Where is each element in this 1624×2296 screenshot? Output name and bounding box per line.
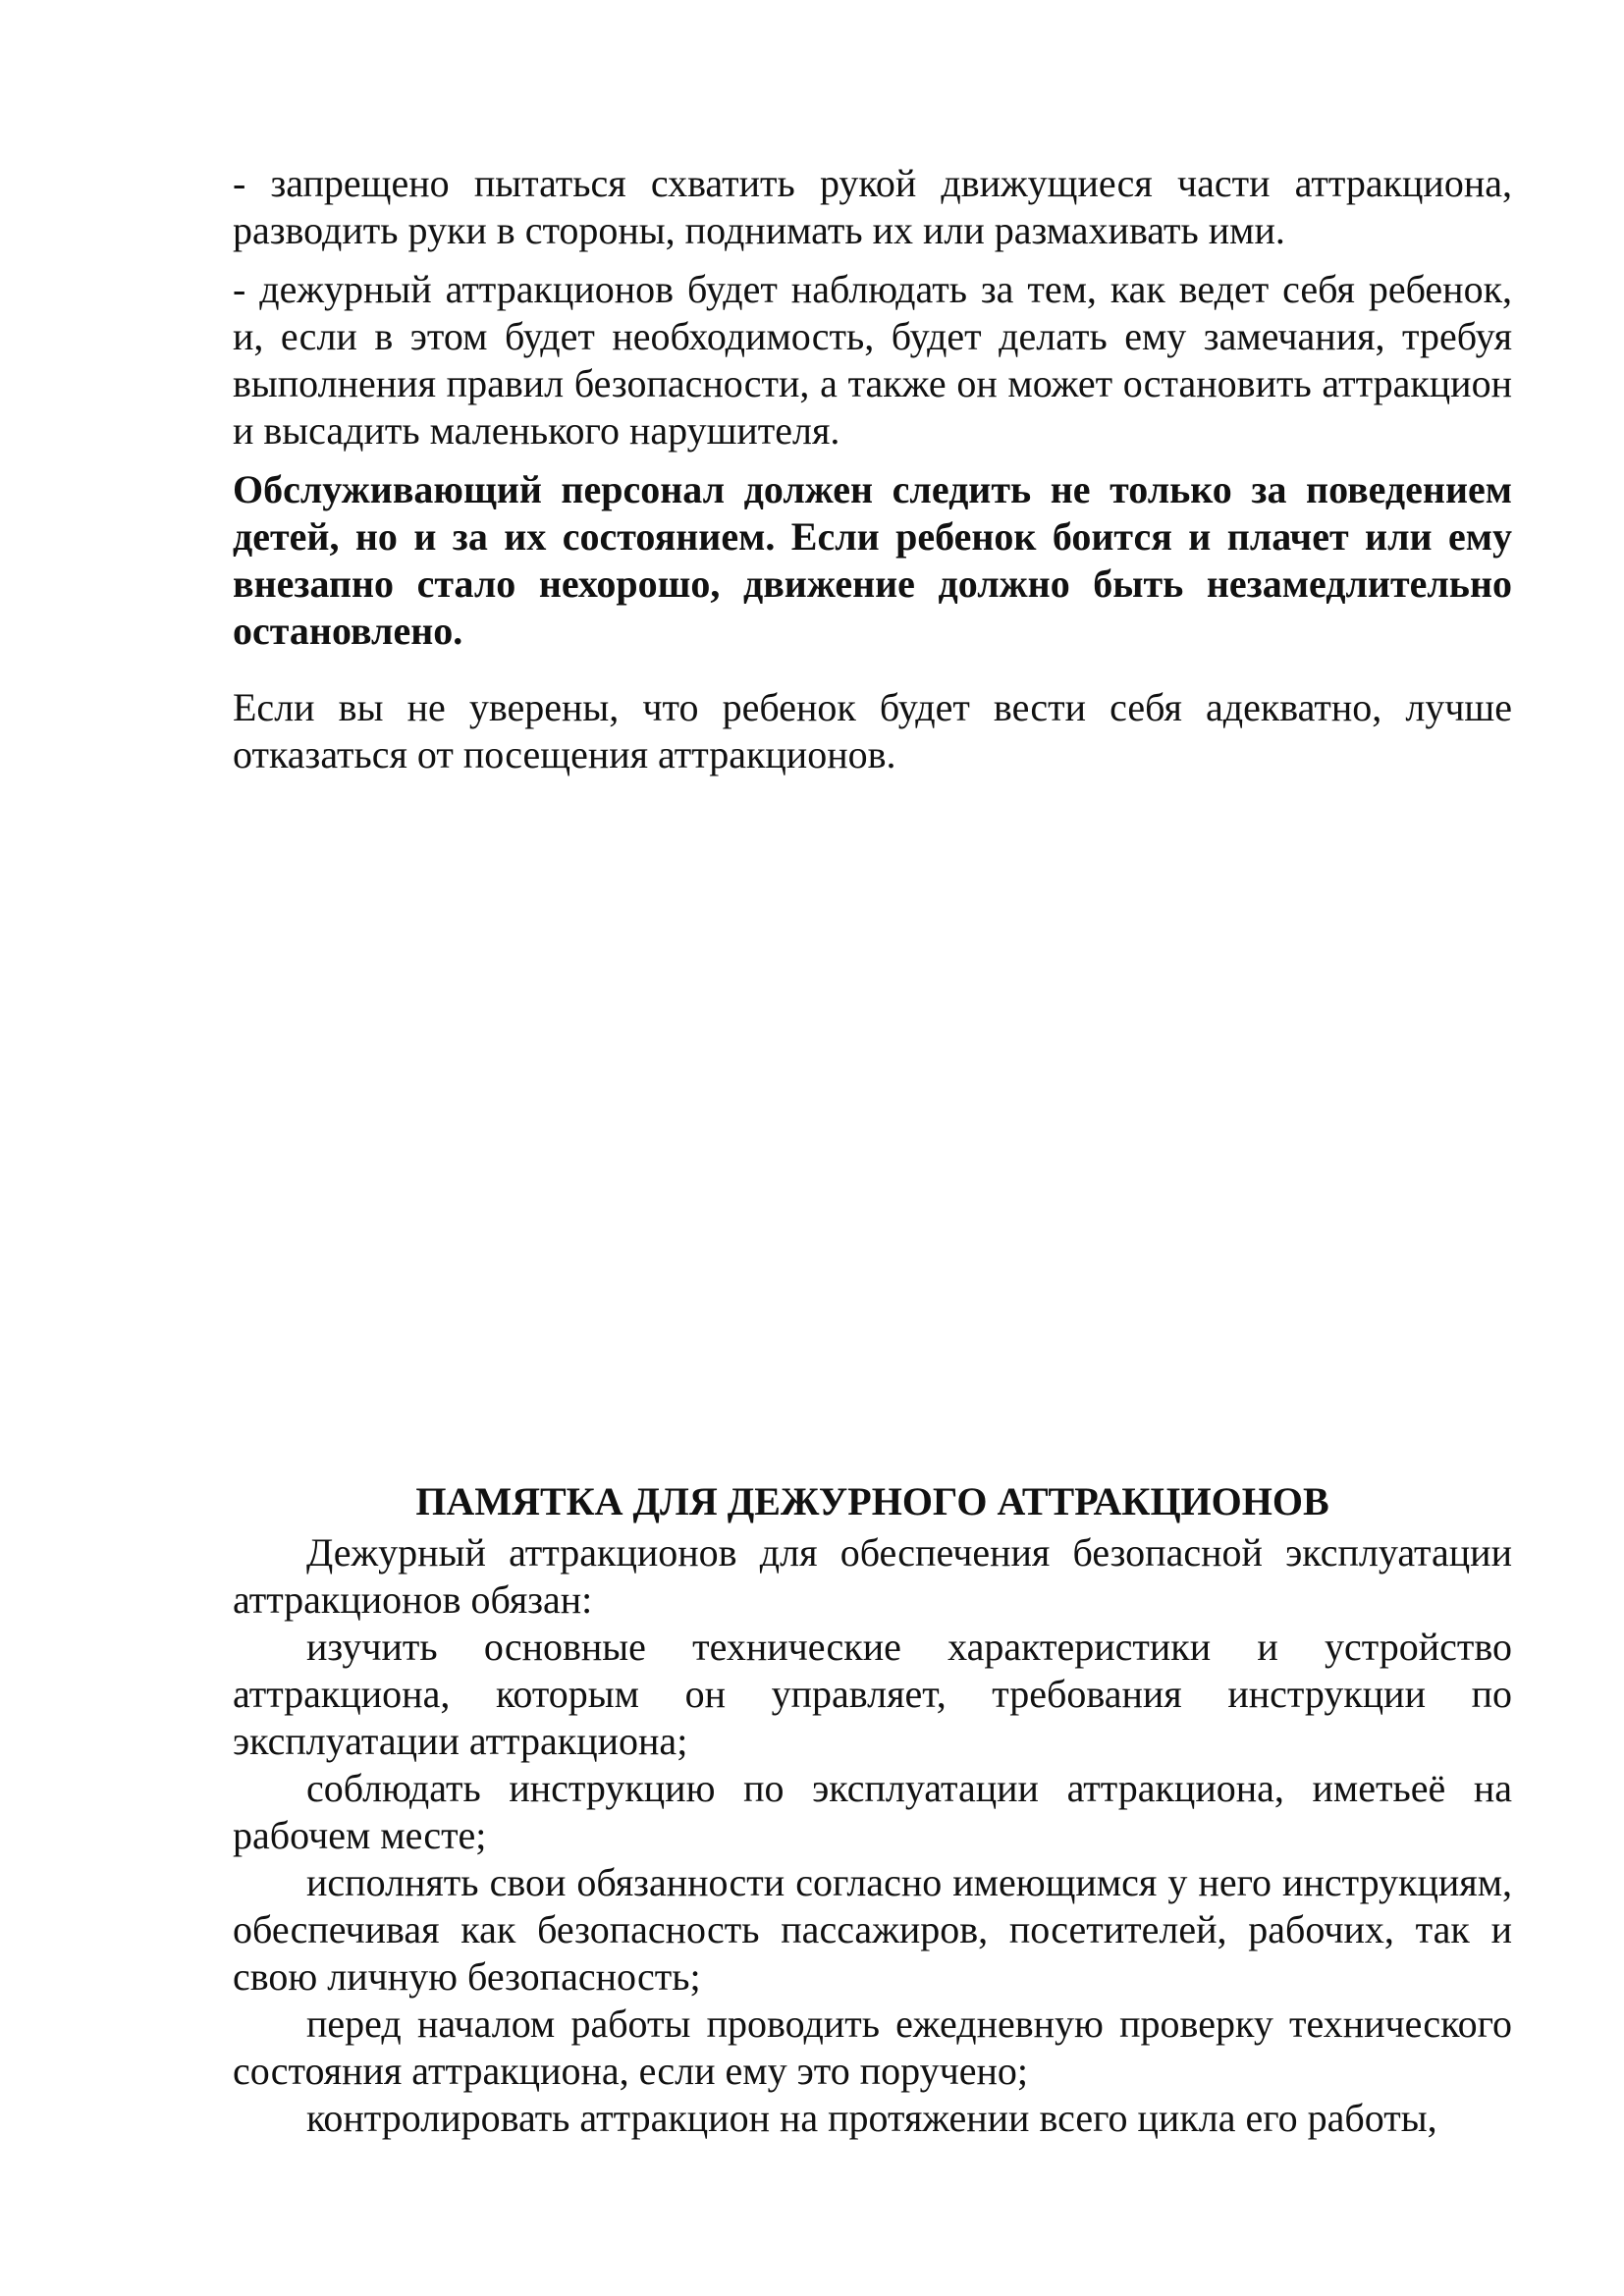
staff-notice-bold: Обслуживающий персонал должен следить не только за поведением детей, но и за их состоянием. Если ребенок боится и плачет или ему внезапно стало нехорошо, движение должно быть незамедлительно остановлено. [233, 467, 1512, 653]
memo-duty-follow-instructions: соблюдать инструкцию по эксплуатации аттракциона, иметьеё на рабочем месте; [233, 1766, 1512, 1857]
memo-duty-study: изучить основные технические характеристики и устройство аттракциона, которым он управляет, требования инструкции по эксплуатации аттракциона; [233, 1625, 1512, 1763]
memo-intro: Дежурный аттракционов для обеспечения безопасной эксплуатации аттракционов обязан: [233, 1530, 1512, 1622]
closing-advice: Если вы не уверены, что ребенок будет вести себя адекватно, лучше отказаться от посещения аттракционов. [233, 685, 1512, 776]
memo-duty-monitor-cycle: контролировать аттракцион на протяжении всего цикла его работы, [306, 2096, 1437, 2140]
attendant-memo-section [233, 1476, 1512, 2142]
rule-paragraph-hands: - запрещено пытаться схватить рукой движущиеся части аттракциона, разводить руки в стороны, поднимать их или размахивать ими. [233, 161, 1512, 252]
memo-duty-daily-check: перед началом работы проводить ежедневную проверку технического состояния аттракциона, если ему это поручено; [233, 2002, 1512, 2093]
safety-rules-section [233, 160, 1512, 778]
memo-duty-perform-safely: исполнять свои обязанности согласно имеющимся у него инструкциям, обеспечивая как безопасность пассажиров, посетителей, рабочих, так и свою личную безопасность; [233, 1860, 1512, 1999]
memo-title: ПАМЯТКА ДЛЯ ДЕЖУРНОГО АТТРАКЦИОНОВ [415, 1479, 1329, 1523]
rule-paragraph-attendant: - дежурный аттракционов будет наблюдать за тем, как ведет себя ребенок, и, если в этом будет необходимость, будет делать ему замечания, требуя выполнения правил безопасности, а также он может остановить аттракцион и высадить маленького нарушителя. [233, 267, 1512, 453]
